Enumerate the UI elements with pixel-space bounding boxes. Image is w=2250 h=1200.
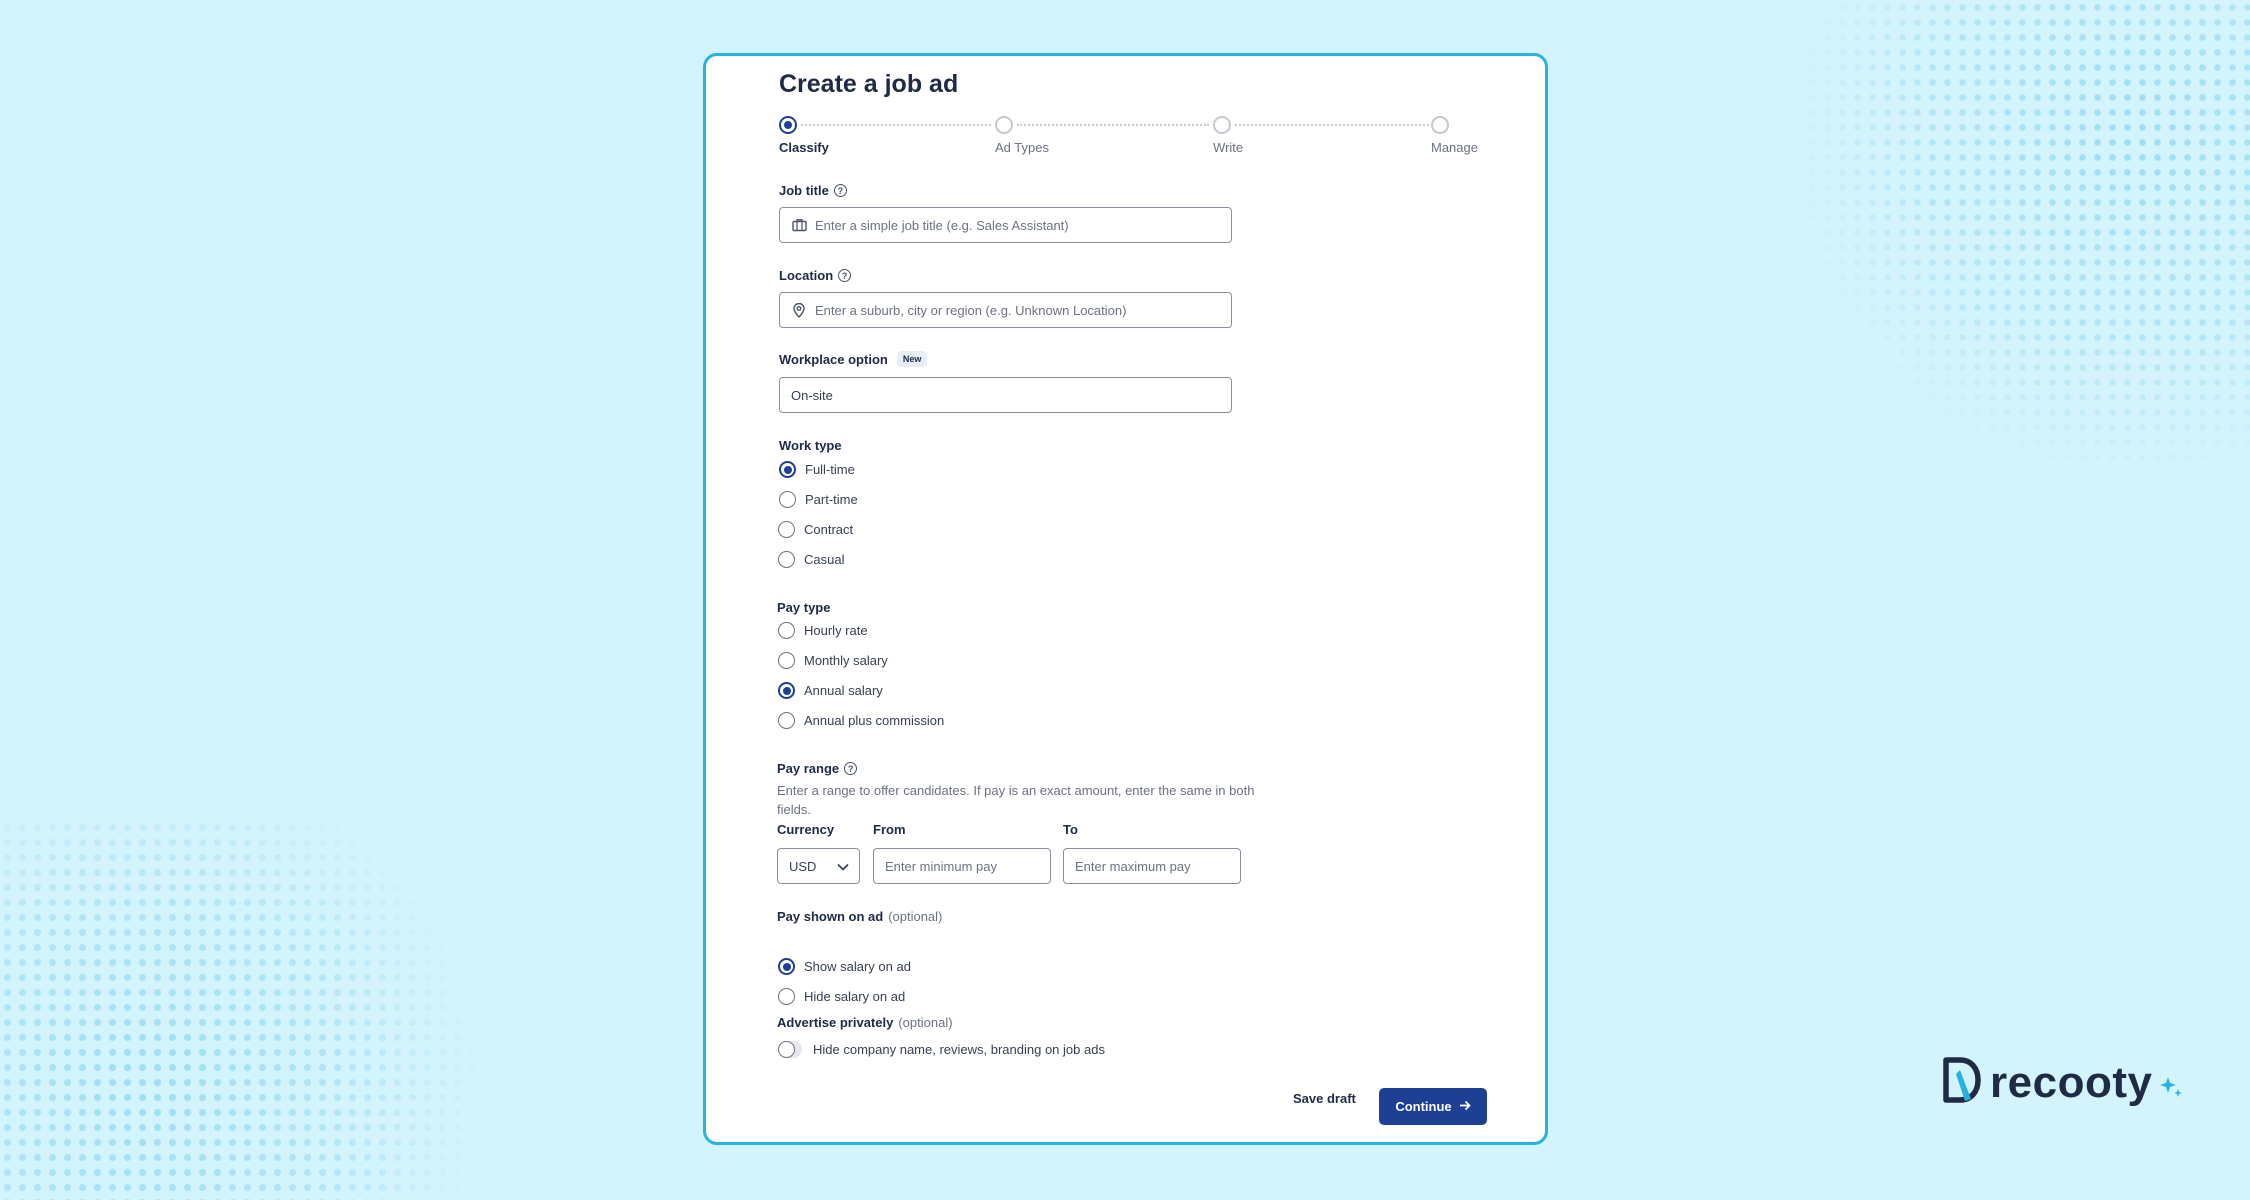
radio-unselected[interactable] bbox=[779, 491, 796, 508]
advertise-privately-toggle-row[interactable] bbox=[778, 1041, 1105, 1058]
advertise-privately-label bbox=[777, 1015, 953, 1030]
pay-range-label-text: Pay range bbox=[777, 761, 840, 776]
pay-type-option-annual[interactable] bbox=[778, 682, 883, 699]
workplace-option-label bbox=[779, 351, 927, 367]
help-icon[interactable]: ? bbox=[844, 762, 857, 775]
continue-button[interactable] bbox=[1379, 1088, 1487, 1125]
job-title-input[interactable] bbox=[779, 207, 1232, 243]
radio-label: Annual plus commission bbox=[804, 713, 945, 728]
radio-label: Hide salary on ad bbox=[804, 989, 906, 1004]
optional-tag: (optional) bbox=[888, 909, 943, 924]
chevron-down-icon bbox=[837, 859, 849, 874]
new-badge: New bbox=[897, 351, 928, 367]
currency-value: USD bbox=[789, 858, 817, 874]
stepper-connector bbox=[1017, 124, 1209, 126]
work-type-option-casual[interactable] bbox=[778, 551, 844, 568]
pay-maximum-input[interactable] bbox=[1063, 848, 1241, 884]
save-draft-button[interactable]: Save draft bbox=[1293, 1091, 1356, 1106]
pay-to-label-text: To bbox=[1063, 822, 1078, 837]
map-pin-icon bbox=[791, 302, 807, 318]
workplace-option-label-text: Workplace option bbox=[779, 351, 888, 367]
pay-minimum-input[interactable] bbox=[873, 848, 1051, 884]
step-manage-label[interactable]: Manage bbox=[1431, 140, 1478, 155]
location-input[interactable] bbox=[779, 292, 1232, 328]
job-ad-form-card bbox=[703, 53, 1548, 1145]
radio-unselected[interactable] bbox=[778, 712, 795, 729]
pay-shown-option-hide[interactable] bbox=[778, 988, 905, 1005]
pay-shown-label bbox=[777, 909, 942, 924]
job-title-label bbox=[779, 183, 847, 198]
currency-label-text: Currency bbox=[777, 822, 835, 837]
radio-label: Contract bbox=[804, 522, 854, 537]
radio-label: Annual salary bbox=[804, 683, 883, 698]
recooty-logo-text: recooty bbox=[1990, 1057, 2153, 1107]
briefcase-icon bbox=[791, 217, 807, 233]
radio-selected[interactable] bbox=[778, 682, 795, 699]
help-icon[interactable]: ? bbox=[838, 269, 851, 282]
job-title-label-text: Job title bbox=[779, 183, 829, 198]
pay-range-label bbox=[777, 761, 857, 776]
arrow-right-icon bbox=[1459, 1099, 1471, 1114]
radio-selected[interactable] bbox=[779, 461, 796, 478]
radio-unselected[interactable] bbox=[778, 622, 795, 639]
pay-type-label-text: Pay type bbox=[777, 600, 831, 615]
radio-unselected[interactable] bbox=[778, 521, 795, 538]
recooty-logo bbox=[1940, 1055, 2184, 1110]
advertise-privately-label-text: Advertise privately bbox=[777, 1015, 894, 1030]
radio-label: Monthly salary bbox=[804, 653, 888, 668]
radio-unselected[interactable] bbox=[778, 551, 795, 568]
page-title: Create a job ad bbox=[779, 70, 959, 98]
radio-label: Show salary on ad bbox=[804, 959, 911, 974]
work-type-option-contract[interactable] bbox=[778, 521, 853, 538]
pay-from-label bbox=[873, 822, 906, 837]
job-title-placeholder: Enter a simple job title (e.g. Sales Assistant) bbox=[815, 217, 1069, 233]
workplace-option-value: On-site bbox=[791, 387, 833, 403]
pay-minimum-placeholder: Enter minimum pay bbox=[885, 858, 997, 874]
step-classify-label[interactable]: Classify bbox=[779, 140, 829, 155]
decorative-dot-pattern-top-right bbox=[1790, 0, 2250, 460]
optional-tag: (optional) bbox=[898, 1015, 953, 1030]
pay-type-option-hourly[interactable] bbox=[778, 622, 868, 639]
workplace-option-select[interactable] bbox=[779, 377, 1232, 413]
work-type-label bbox=[779, 438, 842, 453]
step-ad-types-indicator[interactable] bbox=[995, 116, 1013, 134]
location-label bbox=[779, 268, 851, 283]
advertise-privately-toggle[interactable] bbox=[778, 1041, 802, 1058]
radio-label: Part-time bbox=[805, 492, 858, 507]
sparkle-icon bbox=[2158, 1074, 2184, 1105]
work-type-option-part-time[interactable] bbox=[779, 491, 858, 508]
radio-label: Hourly rate bbox=[804, 623, 868, 638]
help-icon[interactable]: ? bbox=[834, 184, 847, 197]
continue-button-label: Continue bbox=[1395, 1099, 1452, 1114]
pay-shown-option-show[interactable] bbox=[778, 958, 911, 975]
decorative-dot-pattern-bottom-left bbox=[0, 820, 500, 1200]
work-type-option-full-time[interactable] bbox=[779, 461, 855, 478]
pay-shown-label-text: Pay shown on ad bbox=[777, 909, 884, 924]
pay-to-label bbox=[1063, 822, 1078, 837]
toggle-label: Hide company name, reviews, branding on job ads bbox=[813, 1042, 1105, 1057]
pay-from-label-text: From bbox=[873, 822, 906, 837]
step-classify-indicator[interactable] bbox=[779, 116, 797, 134]
recooty-logo-mark-icon bbox=[1940, 1055, 1984, 1110]
radio-selected[interactable] bbox=[778, 958, 795, 975]
pay-type-label bbox=[777, 600, 830, 615]
step-write-label[interactable]: Write bbox=[1213, 140, 1244, 155]
stepper-connector bbox=[1235, 124, 1433, 126]
progress-stepper bbox=[779, 116, 1489, 166]
location-label-text: Location bbox=[779, 268, 834, 283]
radio-unselected[interactable] bbox=[778, 652, 795, 669]
step-ad-types-label[interactable]: Ad Types bbox=[995, 140, 1049, 155]
currency-select[interactable] bbox=[777, 848, 860, 884]
pay-type-option-monthly[interactable] bbox=[778, 652, 888, 669]
radio-label: Casual bbox=[804, 552, 845, 567]
pay-maximum-placeholder: Enter maximum pay bbox=[1075, 858, 1191, 874]
stepper-connector bbox=[801, 124, 991, 126]
location-placeholder: Enter a suburb, city or region (e.g. Unknown Location) bbox=[815, 302, 1127, 318]
radio-unselected[interactable] bbox=[778, 988, 795, 1005]
currency-label bbox=[777, 822, 834, 837]
work-type-label-text: Work type bbox=[779, 438, 842, 453]
step-write-indicator[interactable] bbox=[1213, 116, 1231, 134]
step-manage-indicator[interactable] bbox=[1431, 116, 1449, 134]
pay-type-option-annual-commission[interactable] bbox=[778, 712, 944, 729]
pay-range-help-text: Enter a range to offer candidates. If pay is an exact amount, enter the same in both fields. bbox=[777, 783, 1255, 817]
radio-label: Full-time bbox=[805, 462, 855, 477]
